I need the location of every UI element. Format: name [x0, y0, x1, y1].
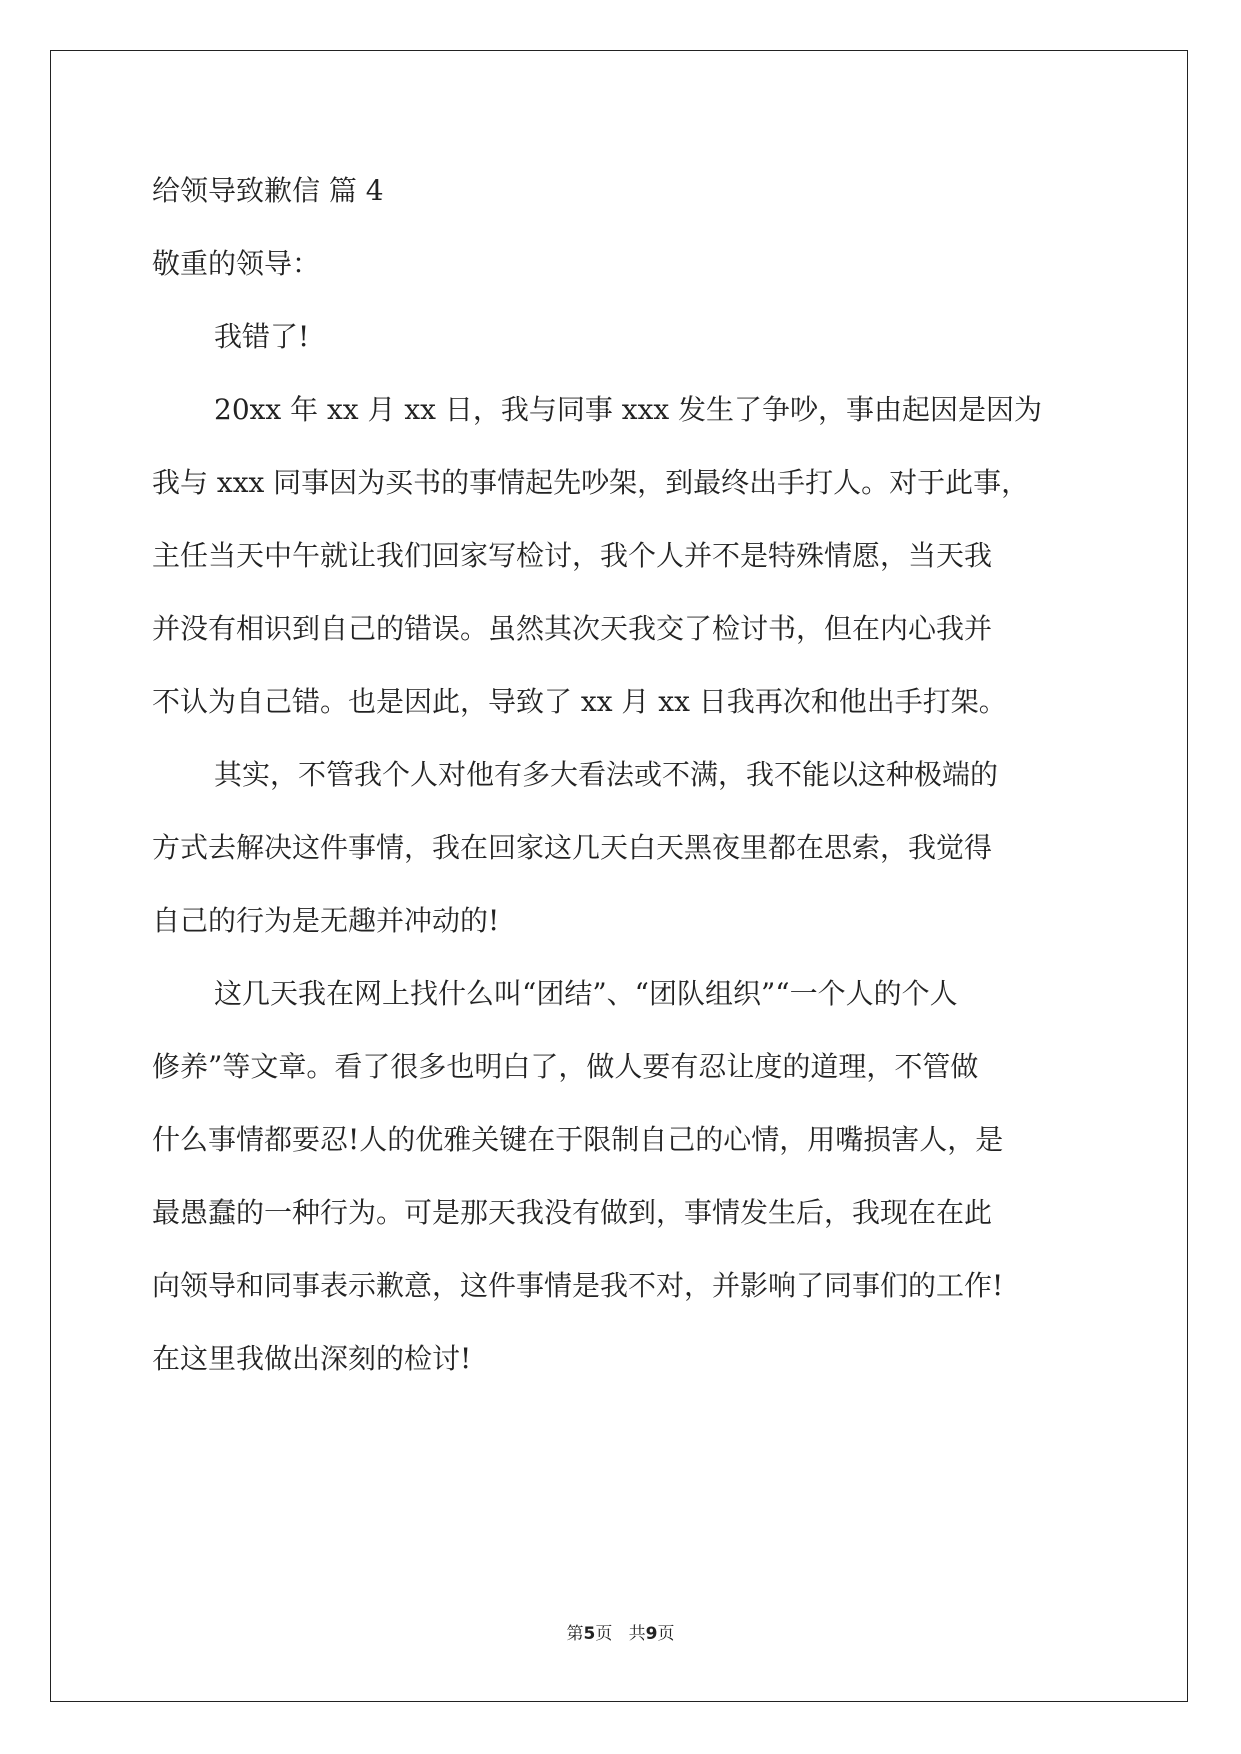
footer-prefix: 第 — [566, 1624, 584, 1644]
paragraph-line: 最愚蠢的一种行为。可是那天我没有做到，事情发生后，我现在在此 — [152, 1196, 993, 1229]
paragraph-line: 我与 xxx 同事因为买书的事情起先吵架，到最终出手打人。对于此事， — [152, 466, 1030, 499]
page-footer — [0, 1622, 1241, 1646]
footer-suffix: 页 — [657, 1624, 675, 1644]
paragraph-line: 自己的行为是无趣并冲动的! — [152, 904, 500, 937]
letter-title: 给领导致歉信 篇 4 — [152, 174, 384, 207]
paragraph-line: 其实，不管我个人对他有多大看法或不满，我不能以这种极端的 — [214, 758, 999, 791]
paragraph-line: 我错了! — [214, 320, 310, 353]
salutation: 敬重的领导： — [152, 247, 321, 280]
paragraph-line: 什么事情都要忍!人的优雅关键在于限制自己的心情，用嘴损害人，是 — [152, 1123, 1004, 1156]
paragraph-line: 20xx 年 xx 月 xx 日，我与同事 xxx 发生了争吵，事由起因是因为 — [214, 393, 1043, 426]
current-page-number: 5 — [583, 1624, 596, 1644]
paragraph-line: 方式去解决这件事情，我在回家这几天白天黑夜里都在思索，我觉得 — [152, 831, 993, 864]
paragraph-line: 并没有相识到自己的错误。虽然其次天我交了检讨书，但在内心我并 — [152, 612, 993, 645]
page-border — [50, 50, 1188, 1702]
footer-middle: 页 共 — [595, 1624, 646, 1644]
paragraph-line: 主任当天中午就让我们回家写检讨，我个人并不是特殊情愿，当天我 — [152, 539, 993, 572]
total-page-number: 9 — [645, 1624, 658, 1644]
paragraph-line: 在这里我做出深刻的检讨! — [152, 1342, 472, 1375]
paragraph-line: 不认为自己错。也是因此，导致了 xx 月 xx 日我再次和他出手打架。 — [152, 685, 1007, 718]
paragraph-line: 向领导和同事表示歉意，这件事情是我不对，并影响了同事们的工作! — [152, 1269, 1004, 1302]
paragraph-line: 修养”等文章。看了很多也明白了，做人要有忍让度的道理，不管做 — [152, 1050, 979, 1083]
paragraph-line: 这几天我在网上找什么叫“团结”、“团队组织”“一个人的个人 — [214, 977, 958, 1010]
